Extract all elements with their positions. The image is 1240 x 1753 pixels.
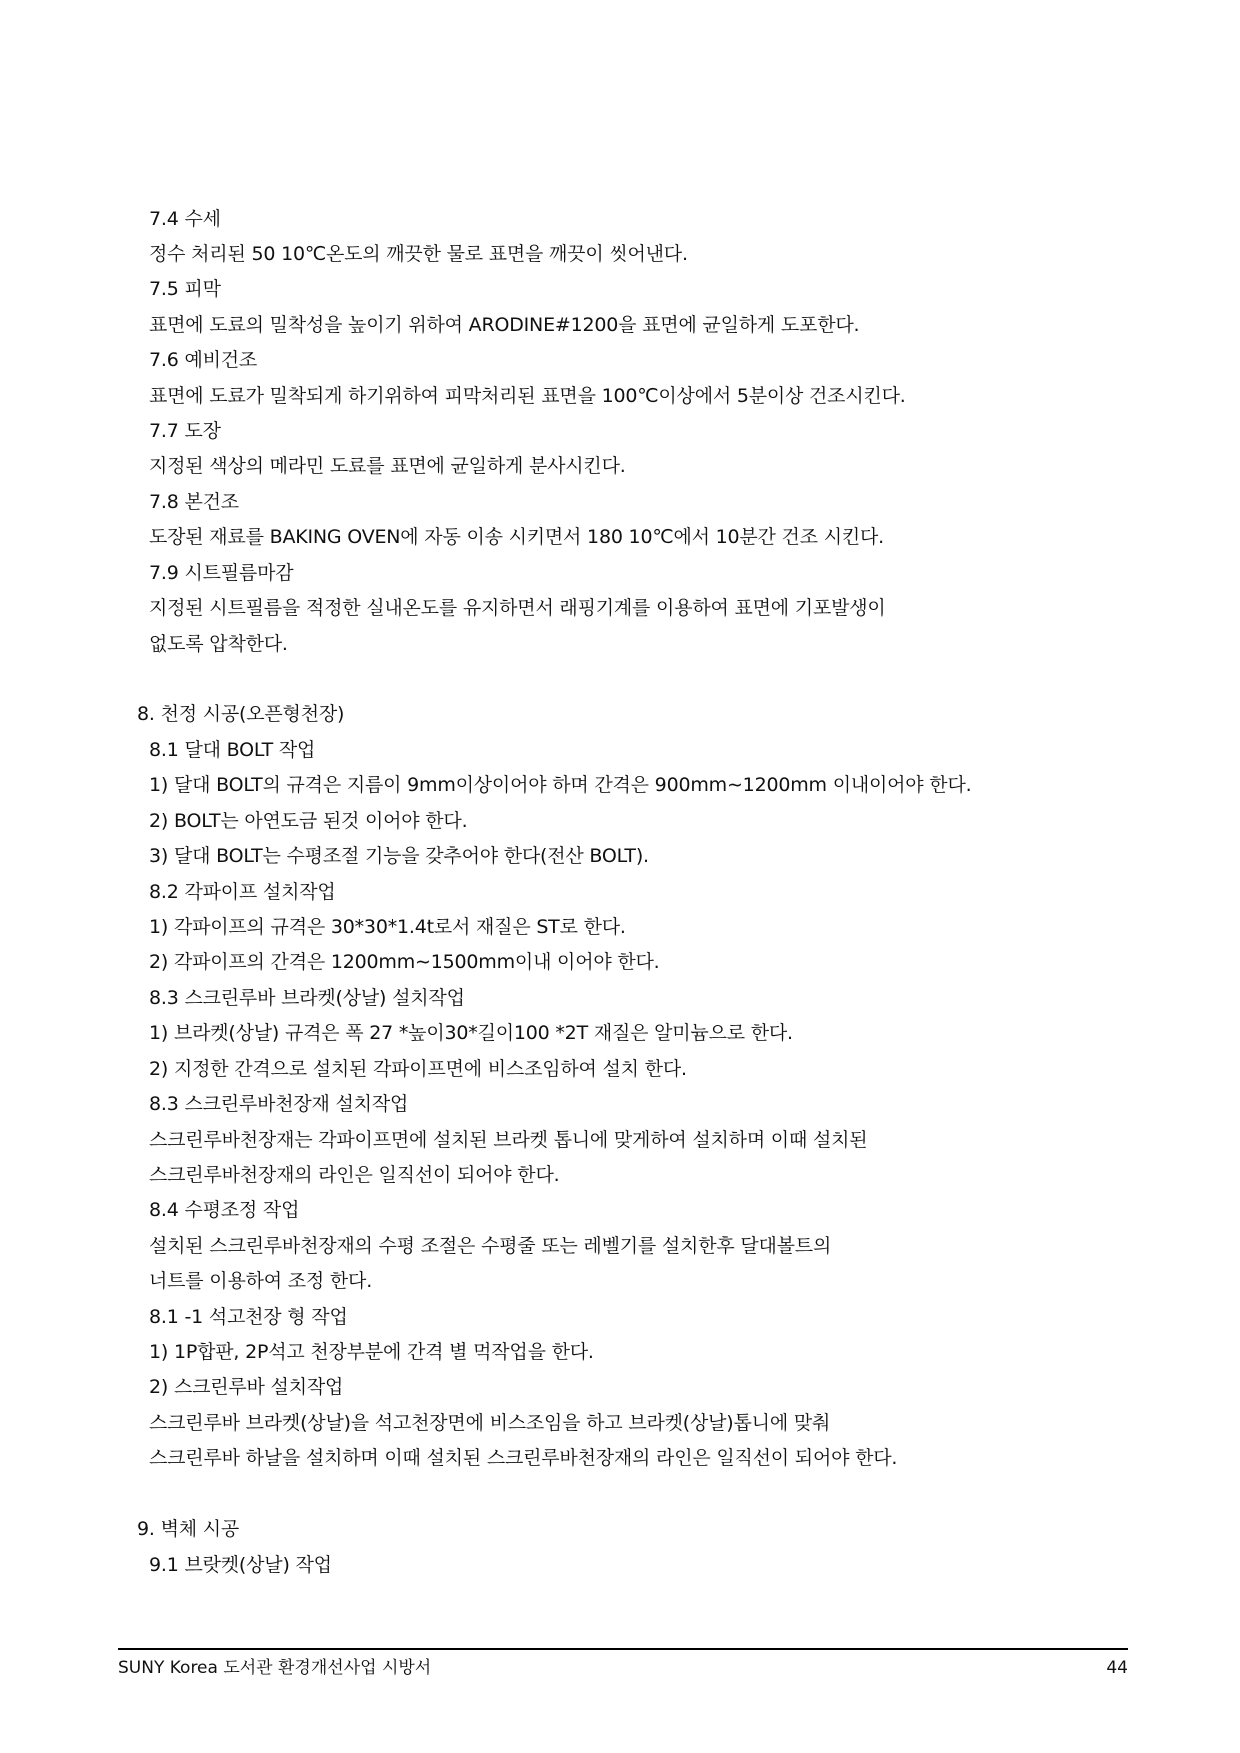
chapter-heading: 9. 벽체 시공 [137,1518,240,1540]
body-text: 스크린루바 브라켓(상날)을 석고천장면에 비스조임을 하고 브라켓(상날)톱니에 맞춰 [149,1412,831,1434]
body-text: 없도록 압착한다. [149,633,288,655]
list-item: 2) 지정한 간격으로 설치된 각파이프면에 비스조임하여 설치 한다. [149,1058,687,1080]
section-heading: 7.6 예비건조 [149,349,258,371]
body-text: 표면에 도료가 밀착되게 하기위하여 피막처리된 표면을 100℃이상에서 5분이상 건조시킨다. [149,385,906,407]
section-heading: 8.3 스크린루바천장재 설치작업 [149,1093,409,1115]
body-text: 스크린루바천장재의 라인은 일직선이 되어야 한다. [149,1164,560,1186]
section-heading: 8.2 각파이프 설치작업 [149,881,336,903]
section-heading: 8.1 달대 BOLT 작업 [149,739,316,761]
body-text: 지정된 시트필름을 적정한 실내온도를 유지하면서 래핑기계를 이용하여 표면에 기포발생이 [149,597,886,619]
section-heading: 8.4 수평조정 작업 [149,1199,300,1221]
body-text: 스크린루바천장재는 각파이프면에 설치된 브라켓 톱니에 맞게하여 설치하며 이때 설치된 [149,1129,868,1151]
chapter-heading: 8. 천정 시공(오픈형천장) [137,703,345,725]
footer-document-title: SUNY Korea 도서관 환경개선사업 시방서 [118,1658,432,1678]
section-heading: 7.5 피막 [149,278,221,300]
list-item: 1) 1P합판, 2P석고 천장부분에 간격 별 먹작업을 한다. [149,1341,594,1363]
section-heading: 8.1 -1 석고천장 형 작업 [149,1306,348,1328]
section-heading: 7.8 본건조 [149,491,239,513]
list-item: 2) 스크린루바 설치작업 [149,1376,344,1398]
section-heading: 7.9 시트필름마감 [149,562,294,584]
list-item: 2) 각파이프의 간격은 1200mm∼1500mm이내 이어야 한다. [149,951,660,973]
body-text: 지정된 색상의 메라민 도료를 표면에 균일하게 분사시킨다. [149,455,626,477]
section-heading: 7.7 도장 [149,420,221,442]
list-item: 1) 달대 BOLT의 규격은 지름이 9mm이상이어야 하며 간격은 900mm∼1200mm 이내이어야 한다. [149,774,972,796]
body-text: 도장된 재료를 BAKING OVEN에 자동 이송 시키면서 180 10℃에서 10분간 건조 시킨다. [149,526,884,548]
body-text: 너트를 이용하여 조정 한다. [149,1270,373,1292]
page-number: 44 [1106,1658,1128,1678]
body-text: 스크린루바 하날을 설치하며 이때 설치된 스크린루바천장재의 라인은 일직선이 되어야 한다. [149,1447,898,1469]
section-heading: 7.4 수세 [149,208,221,230]
list-item: 2) BOLT는 아연도금 된것 이어야 한다. [149,810,468,832]
body-text: 설치된 스크린루바천장재의 수평 조절은 수평줄 또는 레벨기를 설치한후 달대볼트의 [149,1235,832,1257]
list-item: 3) 달대 BOLT는 수평조절 기능을 갖추어야 한다(전산 BOLT). [149,845,649,867]
list-item: 1) 각파이프의 규격은 30*30*1.4t로서 재질은 ST로 한다. [149,916,626,938]
section-heading: 9.1 브랏켓(상날) 작업 [149,1554,332,1576]
body-text: 정수 처리된 50 10℃온도의 깨끗한 물로 표면을 깨끗이 씻어낸다. [149,243,688,265]
body-text: 표면에 도료의 밀착성을 높이기 위하여 ARODINE#1200을 표면에 균일하게 도포한다. [149,314,860,336]
list-item: 1) 브라켓(상날) 규격은 폭 27 *높이30*길이100 *2T 재질은 알미늄으로 한다. [149,1022,793,1044]
footer-divider [118,1648,1128,1650]
section-heading: 8.3 스크린루바 브라켓(상날) 설치작업 [149,987,465,1009]
